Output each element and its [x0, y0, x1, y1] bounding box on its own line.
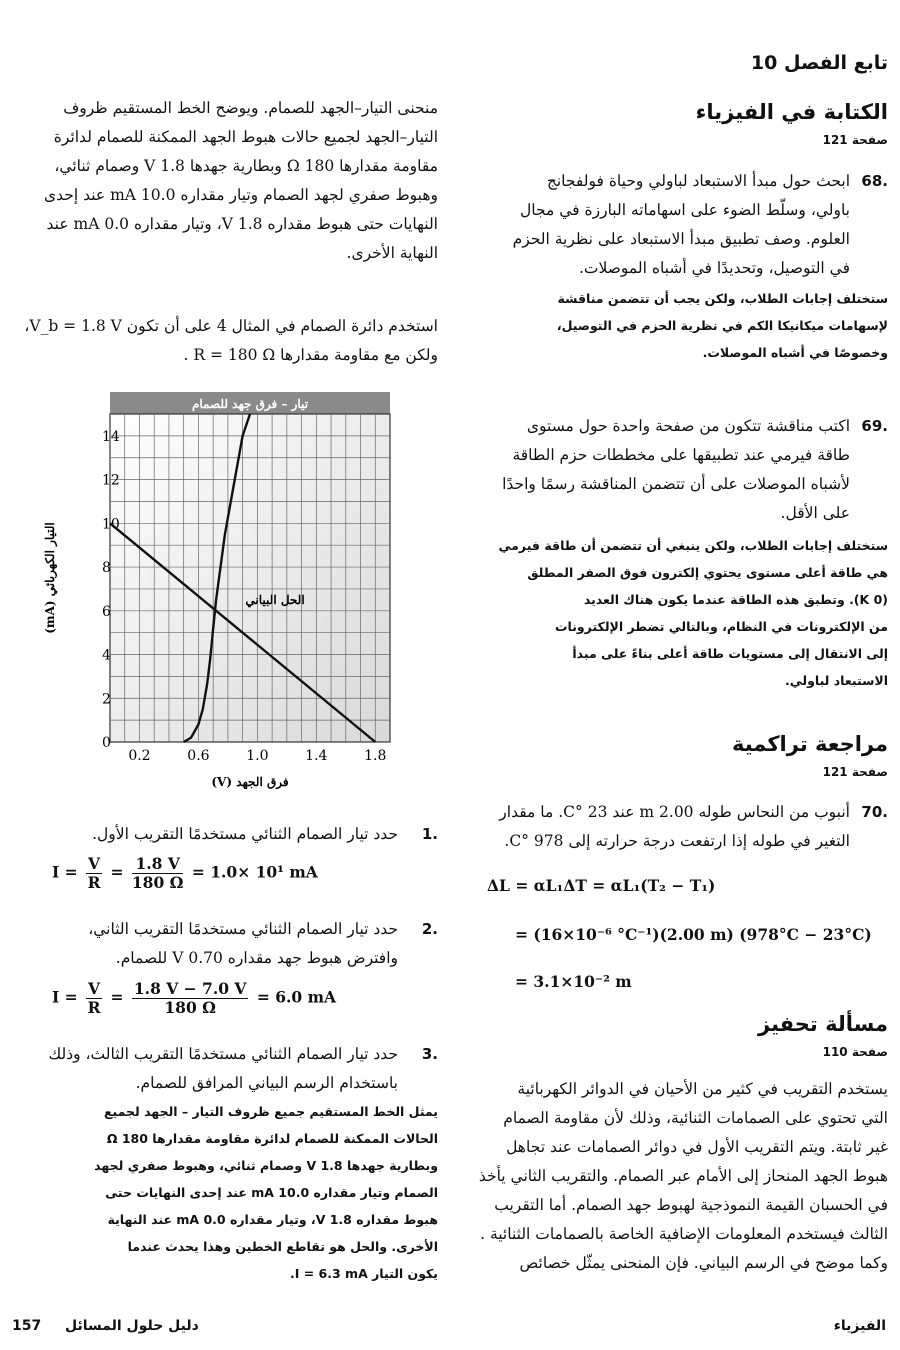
question-number: .1 [421, 825, 438, 843]
eq-lhs: I = [52, 862, 78, 882]
text-line: حدد تيار الصمام الثنائي مستخدمًا التقريب الثالث، وذلك [48, 1045, 398, 1063]
answer-line: وبطارية جهدها 1.8 V وصمام ثنائي، وهبوط صفري لجهد [94, 1158, 438, 1173]
challenge-section-title: مسألة تحفيز [758, 1012, 888, 1036]
answer-line: وخصوصًا في أشباه الموصلات. [702, 345, 888, 360]
footer-page-number: 157 [12, 1318, 42, 1334]
footer-guide [12, 1318, 199, 1334]
answer-line: ستختلف إجابات الطلاب، ولكن يجب أن تتضمن مناقشة [557, 291, 888, 306]
y-axis-label: التيار الكهربائي (mA) [43, 522, 57, 634]
text-line: باولي، وسلّط الضوء على اسهاماته البارزة في مجال [520, 201, 850, 219]
y-tick-label: 10 [102, 516, 120, 533]
question-number: .2 [421, 920, 438, 938]
answer-text [463, 285, 888, 366]
eq-equals: = [110, 987, 124, 1007]
text-line: أنبوب من النحاس طوله 2.00 m عند 23 °C. ما مقدار [499, 803, 850, 821]
x-tick-label: 1.8 [364, 748, 387, 764]
eq-result: = 6.0 mA [256, 987, 337, 1007]
text-line: النهايات حتى هبوط مقداره 1.8 V، وتيار مقداره 0.0 mA عند [46, 215, 438, 233]
eq-result: = 1.0× 10¹ mA [191, 862, 318, 882]
x-tick-label: 0.2 [128, 748, 151, 764]
eq-fraction [86, 855, 102, 892]
answer-text [10, 1098, 438, 1287]
eq-numerator: 1.8 V − 7.0 V [133, 979, 247, 998]
answer-line: (0 K). وتطبق هذه الطاقة عندما يكون هناك العديد [583, 592, 888, 607]
continued-text [10, 94, 438, 268]
plot-area [110, 414, 390, 742]
text-line: يستخدم التقريب في كثير من الأحيان في الدوائر الكهربائية [517, 1080, 888, 1098]
chart-svg [38, 390, 398, 795]
eq-denominator: R [87, 998, 101, 1017]
text-line: التغير في طوله إذا ارتفعت درجة حرارته إلى 978 °C. [504, 832, 850, 850]
question-text: حدد تيار الصمام الثنائي مستخدمًا التقريب الأول. [92, 825, 398, 843]
challenge-text [463, 1075, 888, 1278]
question-text [463, 412, 850, 528]
question-text [10, 1040, 398, 1098]
eq-numerator: 1.8 V [132, 855, 184, 874]
text-line: وهبوط صفري لجهد الصمام وتيار مقداره 10.0 mA عند إحدى [44, 186, 438, 204]
y-tick-label: 0 [102, 735, 111, 751]
answer-line: هبوط مقداره 1.8 V، وتيار مقداره 0.0 mA عند النهاية [107, 1212, 438, 1227]
text-line: في الحسبان القيمة النموذجية لهبوط جهد الصمام. أما التقريب [494, 1196, 888, 1214]
eq-lhs: I = [52, 987, 78, 1007]
y-tick-label: 4 [102, 647, 111, 664]
text-line: التيار–الجهد لجميع حالات هبوط الجهد الممكنة للصمام لدائرة [53, 128, 438, 146]
question-text [463, 167, 850, 283]
question-number: .70 [861, 803, 888, 821]
answer-line: الصمام وتيار مقداره 10.0 mA عند إحدى النهايات حتى [105, 1185, 438, 1200]
eq-numerator: V [88, 979, 101, 998]
answer-line: هي طاقة أعلى مستوى يحتوي إلكترون فوق الصفر المطلق [527, 565, 888, 580]
text-line: غير ثابتة. ويتم التقريب الأول في دوائر الصمامات عند تجاهل [506, 1138, 888, 1156]
chart-title: تيار – فرق جهد للصمام [191, 397, 309, 411]
footer-subject: الفيزياء [833, 1318, 886, 1334]
equation-first-approx [52, 855, 318, 892]
text-line: مقاومة مقدارها 180 Ω وبطارية جهدها 1.8 V وصمام ثنائي، [54, 157, 438, 175]
question-2 [10, 915, 438, 973]
text-line: ابحث حول مبدأ الاستبعاد لباولي وحياة فولفجانج [546, 172, 850, 190]
text-line: طاقة فيرمي عند تطبيقها على مخططات حزم الطاقة [512, 446, 850, 464]
text-line: لأشباه الموصلات على أن تتضمن المناقشة رسمًا واحدًا [502, 475, 850, 493]
equation-delta-l: ΔL = αL₁ΔT = αL₁(T₂ − T₁) [487, 876, 716, 895]
chart-annotation: الحل البياني [245, 593, 305, 608]
question-69 [463, 412, 888, 694]
answer-line: يكون التيار I = 6.3 mA. [289, 1266, 438, 1281]
question-number: .68 [861, 172, 888, 190]
review-page-ref: صفحة 121 [822, 765, 888, 779]
eq-equals: = [110, 862, 124, 882]
text-line: النهاية الأخرى. [346, 244, 438, 262]
x-tick-label: 0.6 [187, 748, 210, 764]
answer-line: لإسهامات ميكانيكا الكم في نظرية الحزم في التوصيل، [556, 318, 888, 333]
y-tick-label: 14 [102, 428, 120, 445]
answer-line: الأخرى. والحل هو تقاطع الخطين وهذا يحدث عندما [127, 1239, 438, 1254]
x-axis-label: فرق الجهد (V) [211, 775, 289, 789]
text-line: الثالث فيستخدم المعلومات الإضافية الخاصة بالصمامات الثنائية . [480, 1225, 888, 1243]
text-line: اكتب مناقشة تتكون من صفحة واحدة حول مستوى [526, 417, 850, 435]
text-line: التي تحتوي على الصمامات الثنائية، وذلك لأن مقاومة الصمام [503, 1109, 888, 1127]
text-line: حدد تيار الصمام الثنائي مستخدمًا التقريب الثاني، [88, 920, 398, 938]
question-number: .3 [421, 1045, 438, 1063]
answer-line: يمثل الخط المستقيم جميع ظروف التيار – الجهد لجميع [104, 1104, 438, 1119]
y-tick-label: 6 [102, 603, 111, 620]
text-line: منحنى التيار–الجهد للصمام. ويوضح الخط المستقيم ظروف [63, 99, 438, 117]
text-line: على الأقل. [780, 504, 850, 522]
question-number: .69 [861, 417, 888, 435]
text-line: ولكن مع مقاومة مقدارها R = 180 Ω . [183, 346, 438, 364]
question-text [10, 915, 398, 973]
answer-line: ستختلف إجابات الطلاب، ولكن ينبغي أن تتضمن أن طاقة فيرمي [498, 538, 888, 553]
answer-line: إلى الانتقال إلى مستويات طاقة أعلى بناءً على مبدأ [572, 646, 888, 661]
footer-guide-title: دليل حلول المسائل [64, 1318, 199, 1334]
answer-line: من الإلكترونات في النظام، وبالتالي تضطر الإلكترونات [554, 619, 888, 634]
diode-iv-chart [38, 390, 398, 795]
eq-fraction [132, 980, 249, 1017]
equation-result: = 3.1×10⁻² m [515, 972, 632, 991]
text-line: في التوصيل، وتحديدًا في أشباه الموصلات. [578, 259, 850, 277]
writing-section-title: الكتابة في الفيزياء [695, 100, 888, 124]
text-line: باستخدام الرسم البياني المرافق للصمام. [135, 1074, 398, 1092]
text-line: استخدم دائرة الصمام في المثال 4 على أن تكون V_b = 1.8 V، [24, 317, 438, 335]
equation-substitution: = (16×10⁻⁶ °C⁻¹)(2.00 m) (978°C − 23°C) [515, 925, 872, 944]
answer-line: الحالات الممكنة للصمام لدائرة مقاومة مقدارها 180 Ω [106, 1131, 438, 1146]
text-line: وافترض هبوط جهد مقداره 0.70 V للصمام. [115, 949, 398, 967]
question-70 [463, 798, 888, 856]
y-tick-label: 12 [102, 472, 120, 489]
answer-line: الاستبعاد لباولي. [785, 673, 888, 688]
y-tick-label: 2 [102, 691, 111, 708]
equation-second-approx [52, 980, 336, 1017]
text-line: وكما موضح في الرسم البياني. فإن المنحنى يمثّل خصائص [519, 1254, 888, 1272]
review-section-title: مراجعة تراكمية [731, 732, 888, 756]
eq-fraction [132, 855, 184, 892]
instruction-text [10, 312, 438, 370]
eq-denominator: 180 Ω [131, 873, 184, 892]
question-1 [10, 820, 438, 849]
text-line: العلوم. وصف تطبيق مبدأ الاستبعاد على نظرية الحزم [512, 230, 850, 248]
eq-numerator: V [88, 854, 101, 873]
eq-denominator: 180 Ω [164, 998, 216, 1017]
question-68 [463, 167, 888, 366]
x-tick-label: 1.4 [305, 748, 328, 764]
text-line: هبوط الجهد المنحاز إلى الأمام عبر الصمام. والتقريب الثاني يأخذ [478, 1167, 888, 1185]
x-tick-label: 1.0 [246, 748, 269, 764]
y-tick-label: 8 [102, 560, 111, 577]
chapter-header: تابع الفصل 10 [750, 52, 888, 74]
answer-text [463, 532, 888, 694]
challenge-page-ref: صفحة 110 [822, 1045, 888, 1059]
question-text [463, 798, 850, 856]
eq-denominator: R [87, 873, 101, 892]
question-3 [10, 1040, 438, 1287]
eq-fraction [86, 980, 102, 1017]
writing-page-ref: صفحة 121 [822, 133, 888, 147]
